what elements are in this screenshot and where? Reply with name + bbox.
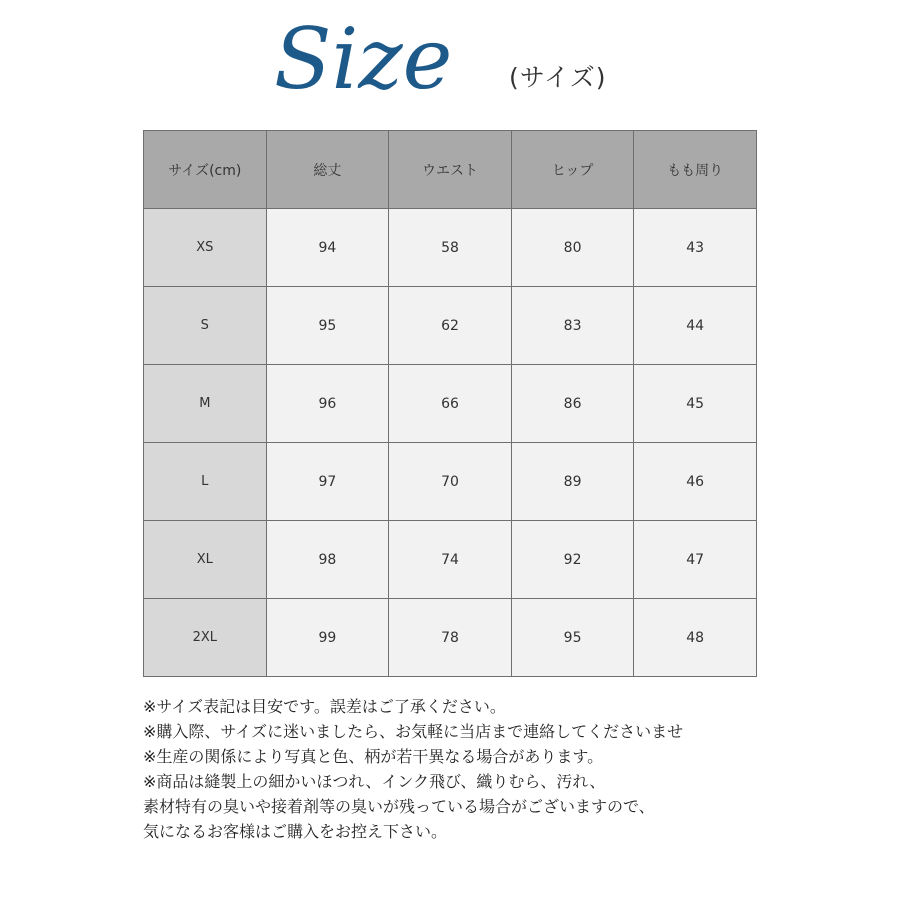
table-row	[144, 365, 757, 443]
header-hip: ヒップ	[511, 131, 634, 209]
table-cell: 86	[511, 365, 634, 443]
size-label: 2XL	[144, 599, 267, 677]
table-row	[144, 521, 757, 599]
table-cell: 98	[266, 521, 389, 599]
table-cell: 45	[634, 365, 757, 443]
table-header-row	[144, 131, 757, 209]
table-row	[144, 443, 757, 521]
table-cell: 48	[634, 599, 757, 677]
table-cell: 99	[266, 599, 389, 677]
table-cell: 78	[389, 599, 512, 677]
note-line: ※生産の関係により写真と色、柄が若干異なる場合があります。	[143, 747, 604, 766]
note-line: 素材特有の臭いや接着剤等の臭いが残っている場合がございますので、	[143, 797, 655, 816]
header-size: サイズ(cm)	[144, 131, 267, 209]
size-label: XS	[144, 209, 267, 287]
table-cell: 95	[511, 599, 634, 677]
size-table	[143, 130, 757, 677]
table-row	[144, 599, 757, 677]
table-cell: 94	[266, 209, 389, 287]
table-cell: 62	[389, 287, 512, 365]
note-line: ※商品は縫製上の細かいほつれ、インク飛び、織りむら、汚れ、	[143, 772, 606, 791]
table-cell: 83	[511, 287, 634, 365]
header-length: 総丈	[266, 131, 389, 209]
table-cell: 74	[389, 521, 512, 599]
title-main: Size	[274, 10, 453, 106]
page-title	[272, 6, 692, 106]
table-cell: 47	[634, 521, 757, 599]
note-line: ※購入際、サイズに迷いましたら、お気軽に当店まで連絡してくださいませ	[143, 722, 684, 741]
size-label: L	[144, 443, 267, 521]
table-cell: 95	[266, 287, 389, 365]
table-cell: 80	[511, 209, 634, 287]
note-line: ※サイズ表記は目安です。誤差はご了承ください。	[143, 697, 506, 716]
note-line: 気になるお客様はご購入をお控え下さい。	[143, 822, 448, 841]
title-logo-text	[272, 6, 512, 106]
table-cell: 66	[389, 365, 512, 443]
table-cell: 43	[634, 209, 757, 287]
table-cell: 46	[634, 443, 757, 521]
table-cell: 70	[389, 443, 512, 521]
header-thigh: もも周り	[634, 131, 757, 209]
table-cell: 92	[511, 521, 634, 599]
table-cell: 44	[634, 287, 757, 365]
title-subtitle: (サイズ)	[509, 63, 607, 92]
size-label: S	[144, 287, 267, 365]
table-row	[144, 287, 757, 365]
size-label: XL	[144, 521, 267, 599]
table-row	[144, 209, 757, 287]
table-cell: 96	[266, 365, 389, 443]
table-cell: 58	[389, 209, 512, 287]
table-cell: 97	[266, 443, 389, 521]
size-notes	[143, 694, 823, 844]
header-waist: ウエスト	[389, 131, 512, 209]
size-label: M	[144, 365, 267, 443]
table-cell: 89	[511, 443, 634, 521]
